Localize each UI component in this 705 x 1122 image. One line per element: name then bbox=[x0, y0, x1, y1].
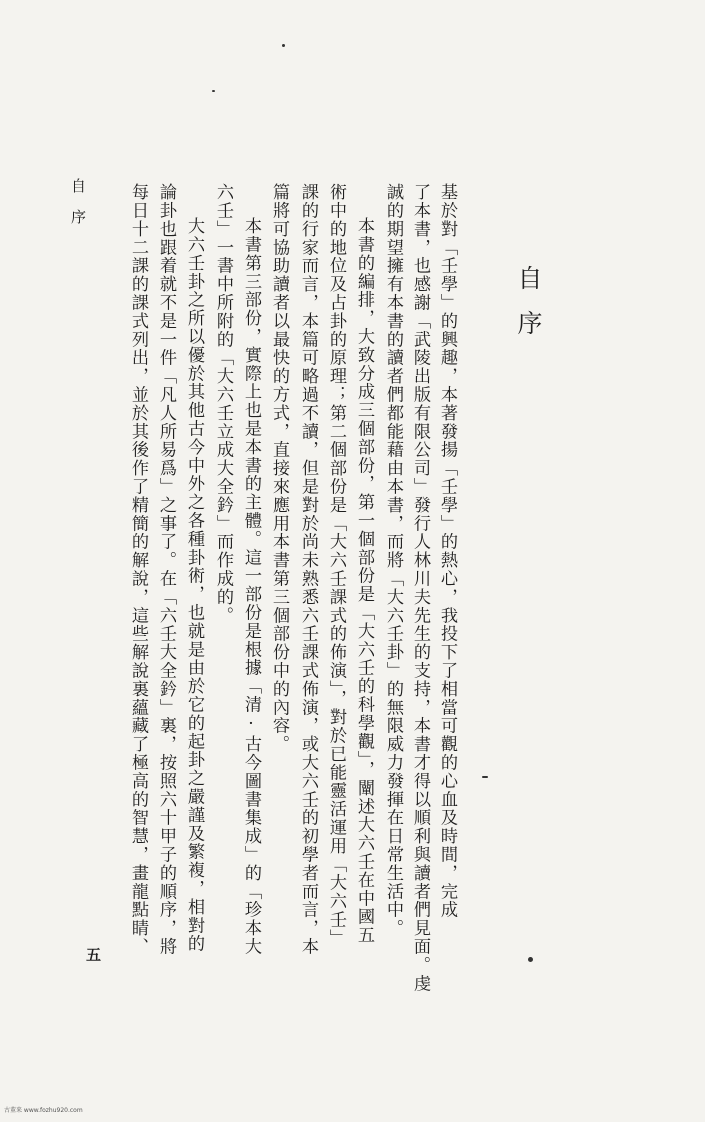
body-column-4: 本書的編排，大致分成三個部份，第一個部份是「大六壬的科學觀」，闡述大六壬在中國五 bbox=[354, 217, 374, 945]
body-column-12: 每日十二課的課式列出，並於其後作了精簡的解說，這些解說裏蘊藏了極高的智慧，畫龍點睛、 bbox=[128, 183, 148, 956]
scan-speck bbox=[282, 44, 285, 47]
page-number: 五 bbox=[86, 946, 102, 964]
running-header: 自序 bbox=[69, 178, 87, 240]
body-column-9: 六壬」一書中所附的「大六壬立成大全鈐」而作成的。 bbox=[213, 183, 233, 625]
page-title: 自序 bbox=[514, 265, 543, 355]
scan-speck bbox=[212, 90, 215, 92]
scan-speck bbox=[482, 776, 488, 778]
body-column-11: 論卦也跟着就不是一件「凡人所易爲」之事了。在「六壬大全鈐」裏，按照六十甲子的順序，將 bbox=[156, 183, 176, 956]
body-column-3: 誠的期望擁有本書的讀者們都能藉由本書，而將「大六壬卦」的無限威力發揮在日常生活中。 bbox=[383, 183, 403, 938]
body-column-7: 篇將可協助讀者以最快的方式，直接來應用本書第三個部份中的內容。 bbox=[269, 183, 289, 754]
body-column-2: 了本書，也感謝「武陵出版有限公司」發行人林川夫先生的支持，本書才得以順利與讀者們見面。虔 bbox=[410, 183, 430, 993]
body-column-1: 基於對「壬學」的興趣，本著發揚「壬學」的熱心，我投下了相當可觀的心血及時間，完成 bbox=[437, 183, 457, 919]
body-column-10: 大六壬卦之所以優於其他古今中外之各種卦術，也就是由於它的起卦之嚴謹及繁複，相對的 bbox=[184, 217, 204, 953]
body-column-8: 本書第三部份，實際上也是本書的主體。這一部份是根據「清·古今圖書集成」的「珍本大 bbox=[241, 217, 261, 956]
body-column-5: 術中的地位及占卦的原理；第二個部份是「大六壬課式的佈演」，對於已能靈活運用「大六壬」 bbox=[326, 183, 346, 948]
site-watermark: 古董来 www.fozhu920.com bbox=[4, 1107, 83, 1114]
scan-speck bbox=[528, 957, 533, 962]
body-column-6: 課的行家而言，本篇可略過不讀，但是對於尚未熟悉六壬課式佈演，或大六壬的初學者而言，本 bbox=[298, 183, 318, 956]
